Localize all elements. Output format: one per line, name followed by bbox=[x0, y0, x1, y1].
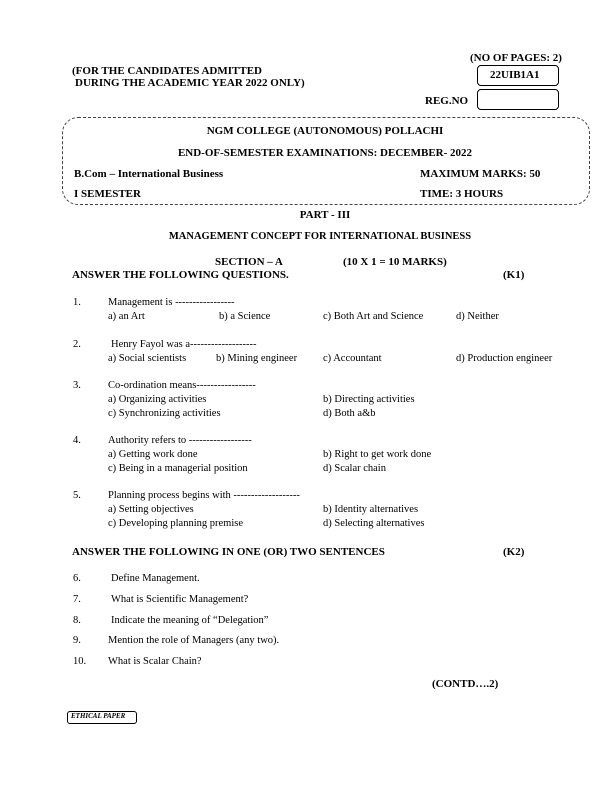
option-c: c) Accountant bbox=[323, 353, 382, 364]
question-number: 3. bbox=[73, 380, 81, 391]
part-label: PART - III bbox=[299, 209, 351, 221]
question-number: 8. bbox=[73, 615, 81, 626]
option-c: c) Being in a managerial position bbox=[108, 463, 248, 474]
question-number: 2. bbox=[73, 339, 81, 350]
ethical-paper-stamp bbox=[67, 711, 137, 724]
section-label: SECTION – A bbox=[215, 256, 283, 268]
course-code: 22UIB1A1 bbox=[490, 69, 540, 81]
option-b: b) Directing activities bbox=[323, 394, 415, 405]
option-d: d) Production engineer bbox=[456, 353, 553, 364]
option-c: c) Synchronizing activities bbox=[108, 408, 221, 419]
ethical-paper-label: ETHICAL PAPER bbox=[71, 712, 126, 720]
option-d: d) Selecting alternatives bbox=[323, 518, 425, 529]
option-d: d) Scalar chain bbox=[323, 463, 386, 474]
question-text: What is Scientific Management? bbox=[111, 594, 249, 605]
option-b: b) Identity alternatives bbox=[323, 504, 419, 515]
reg-no-field[interactable] bbox=[477, 89, 559, 110]
exam-title: END-OF-SEMESTER EXAMINATIONS: DECEMBER- 2022 bbox=[177, 147, 473, 159]
college-name: NGM COLLEGE (AUTONOMOUS) POLLACHI bbox=[206, 125, 444, 137]
admitted-line-1: (FOR THE CANDIDATES ADMITTED bbox=[72, 65, 262, 77]
section-marks: (10 X 1 = 10 MARKS) bbox=[343, 256, 447, 268]
question-text: Co-ordination means----------------- bbox=[108, 380, 256, 391]
question-number: 5. bbox=[73, 490, 81, 501]
question-number: 4. bbox=[73, 435, 81, 446]
mcq-instruction: ANSWER THE FOLLOWING QUESTIONS. bbox=[72, 269, 289, 281]
option-c: c) Both Art and Science bbox=[323, 311, 424, 322]
question-number: 1. bbox=[73, 297, 81, 308]
question-text: Define Management. bbox=[111, 573, 200, 584]
max-marks: MAXIMUM MARKS: 50 bbox=[420, 168, 541, 180]
question-number: 10. bbox=[73, 656, 87, 667]
question-text: Indicate the meaning of “Delegation” bbox=[111, 615, 269, 626]
option-a: a) an Art bbox=[108, 311, 145, 322]
paper-title: MANAGEMENT CONCEPT FOR INTERNATIONAL BUSINESS bbox=[168, 231, 472, 242]
question-number: 9. bbox=[73, 635, 81, 646]
question-text: Authority refers to ------------------ bbox=[108, 435, 252, 446]
mcq-level: (K1) bbox=[503, 269, 525, 281]
course-code-box bbox=[477, 65, 559, 86]
option-b: b) Mining engineer bbox=[216, 353, 298, 364]
question-number: 6. bbox=[73, 573, 81, 584]
question-text: Planning process begins with ------------------- bbox=[108, 490, 300, 501]
option-a: a) Organizing activities bbox=[108, 394, 207, 405]
admitted-line-2: DURING THE ACADEMIC YEAR 2022 ONLY) bbox=[75, 77, 305, 89]
short-level: (K2) bbox=[503, 546, 525, 558]
continued-note: (CONTD….2) bbox=[432, 678, 499, 690]
question-text: Henry Fayol was a------------------- bbox=[111, 339, 257, 350]
option-b: b) a Science bbox=[219, 311, 271, 322]
option-a: a) Social scientists bbox=[108, 353, 187, 364]
option-c: c) Developing planning premise bbox=[108, 518, 244, 529]
option-a: a) Getting work done bbox=[108, 449, 198, 460]
question-text: What is Scalar Chain? bbox=[108, 656, 202, 667]
question-text: Mention the role of Managers (any two). bbox=[108, 635, 280, 646]
option-a: a) Setting objectives bbox=[108, 504, 194, 515]
semester: I SEMESTER bbox=[74, 188, 141, 200]
option-b: b) Right to get work done bbox=[323, 449, 432, 460]
reg-no-label: REG.NO bbox=[425, 95, 469, 107]
programme: B.Com – International Business bbox=[74, 168, 224, 180]
page-count: (NO OF PAGES: 2) bbox=[470, 52, 562, 64]
exam-time: TIME: 3 HOURS bbox=[420, 188, 504, 200]
option-d: d) Neither bbox=[456, 311, 499, 322]
option-d: d) Both a&b bbox=[323, 408, 376, 419]
question-number: 7. bbox=[73, 594, 81, 605]
short-instruction: ANSWER THE FOLLOWING IN ONE (OR) TWO SENTENCES bbox=[72, 546, 385, 558]
question-text: Management is ----------------- bbox=[108, 297, 235, 308]
